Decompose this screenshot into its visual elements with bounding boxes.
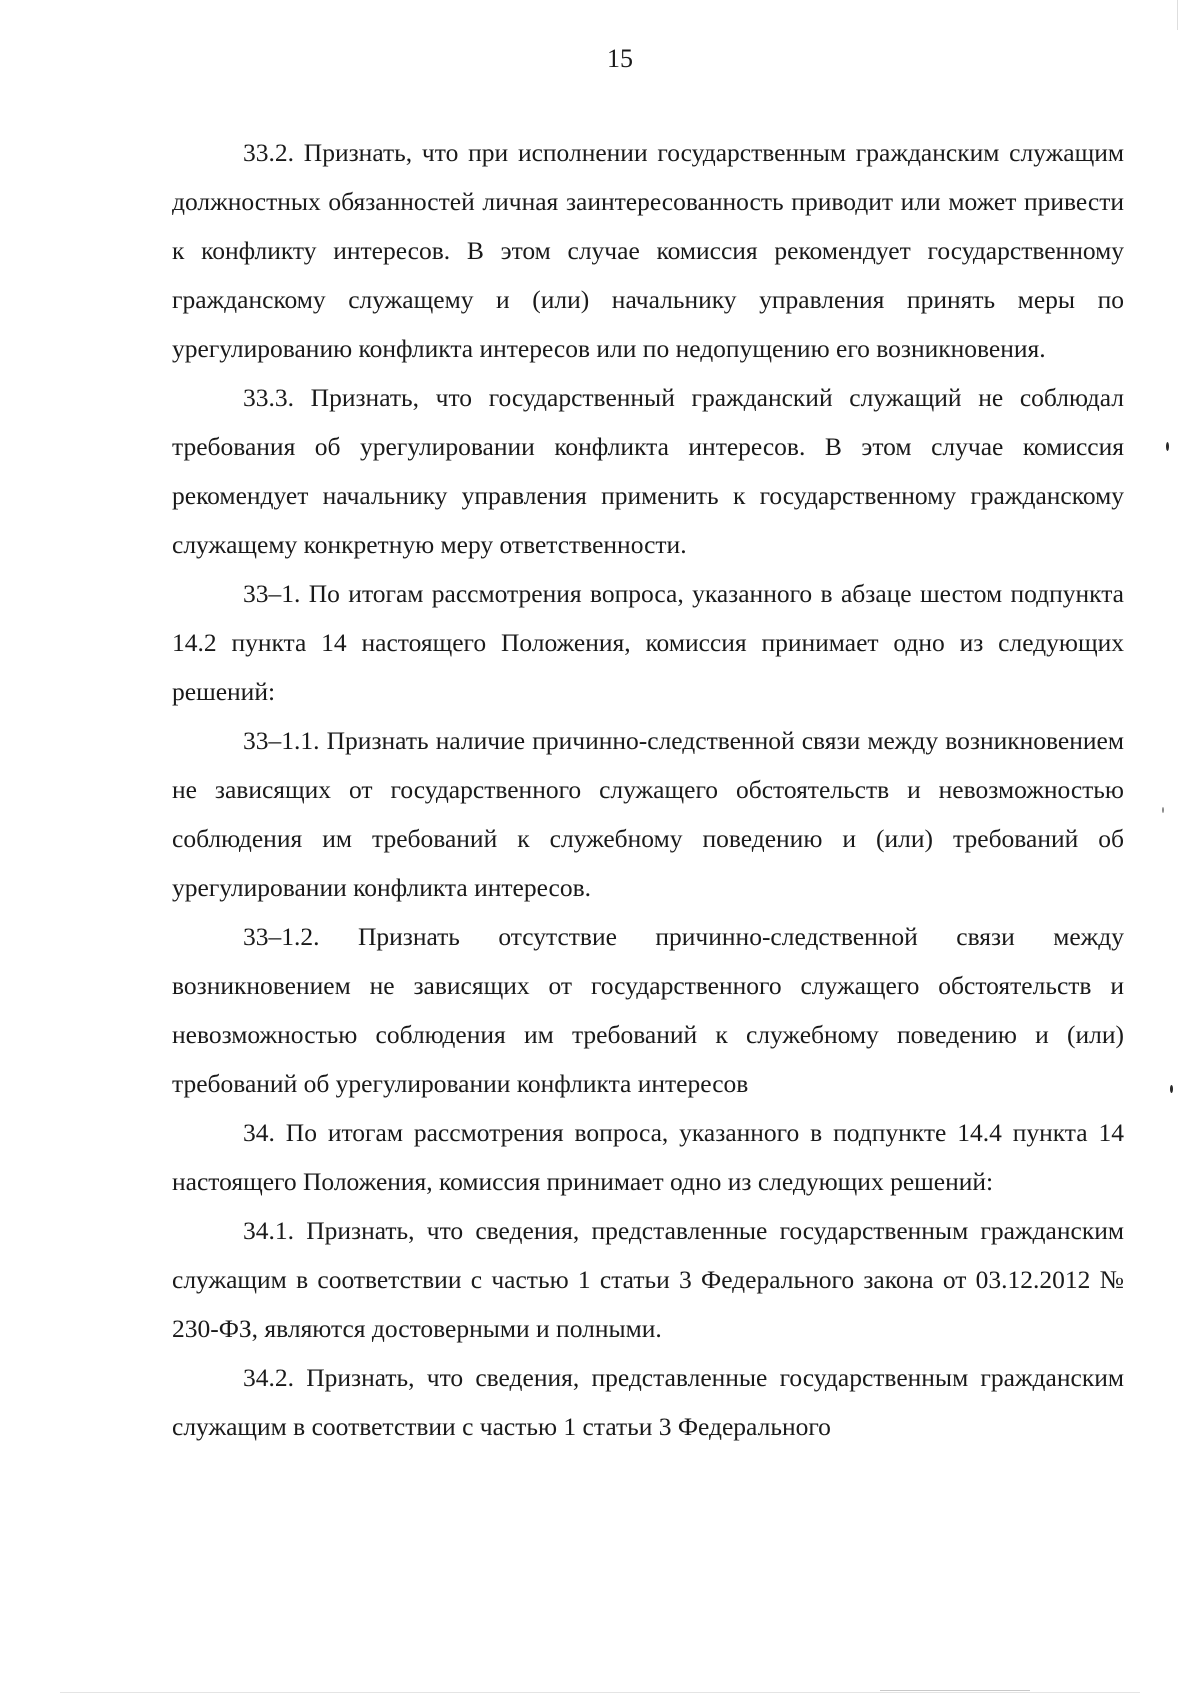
scan-edge [1177,0,1178,30]
paragraph-34: 34. По итогам рассмотрения вопроса, указанного в подпункте 14.4 пункта 14 настоящего Положения, комиссия принимает одно из следующих решений: [172,1118,1124,1196]
paragraph-33-1-2: 33–1.2. Признать отсутствие причинно-следственной связи между возникновением не зависящих от государственного служащего обстоятельств и невозможностью соблюдения им требований к служебному поведению и (или) требований об урегулировании конфликта интересов [172,922,1124,1098]
scan-edge [60,1692,1140,1693]
paragraph-33-1-1: 33–1.1. Признать наличие причинно-следственной связи между возникновением не зависящих от государственного служащего обстоятельств и невозможностью соблюдения им требований к служебному поведению и (или) требований об урегулировании конфликта интересов. [172,726,1124,902]
paragraph-33-1: 33–1. По итогам рассмотрения вопроса, указанного в абзаце шестом подпункта 14.2 пункта 14 настоящего Положения, комиссия принимает одно из следующих решений: [172,579,1124,706]
scan-speck [1166,442,1169,451]
scan-speck [1170,1085,1173,1093]
paragraph-34-2: 34.2. Признать, что сведения, представленные государственным гражданским служащим в соответствии с частью 1 статьи 3 Федерального [172,1363,1124,1441]
document-body [172,128,1124,1451]
paragraph-34-1: 34.1. Признать, что сведения, представленные государственным гражданским служащим в соответствии с частью 1 статьи 3 Федерального закона от 03.12.2012 № 230-ФЗ, являются достоверными и полными. [172,1216,1124,1343]
page-number: 15 [607,44,633,73]
paragraph-33-3: 33.3. Признать, что государственный гражданский служащий не соблюдал требования об урегулировании конфликта интересов. В этом случае комиссия рекомендует начальнику управления применить к государственному гражданскому служащему конкретную меру ответственности. [172,383,1124,559]
scan-speck [1162,807,1164,813]
scan-edge [880,1690,1030,1691]
paragraph-33-2: 33.2. Признать, что при исполнении государственным гражданским служащим должностных обязанностей личная заинтересованность приводит или может привести к конфликту интересов. В этом случае комиссия рекомендует государственному гражданскому служащему и (или) начальнику управления принять меры по урегулированию конфликта интересов или по недопущению его возникновения. [172,138,1124,363]
